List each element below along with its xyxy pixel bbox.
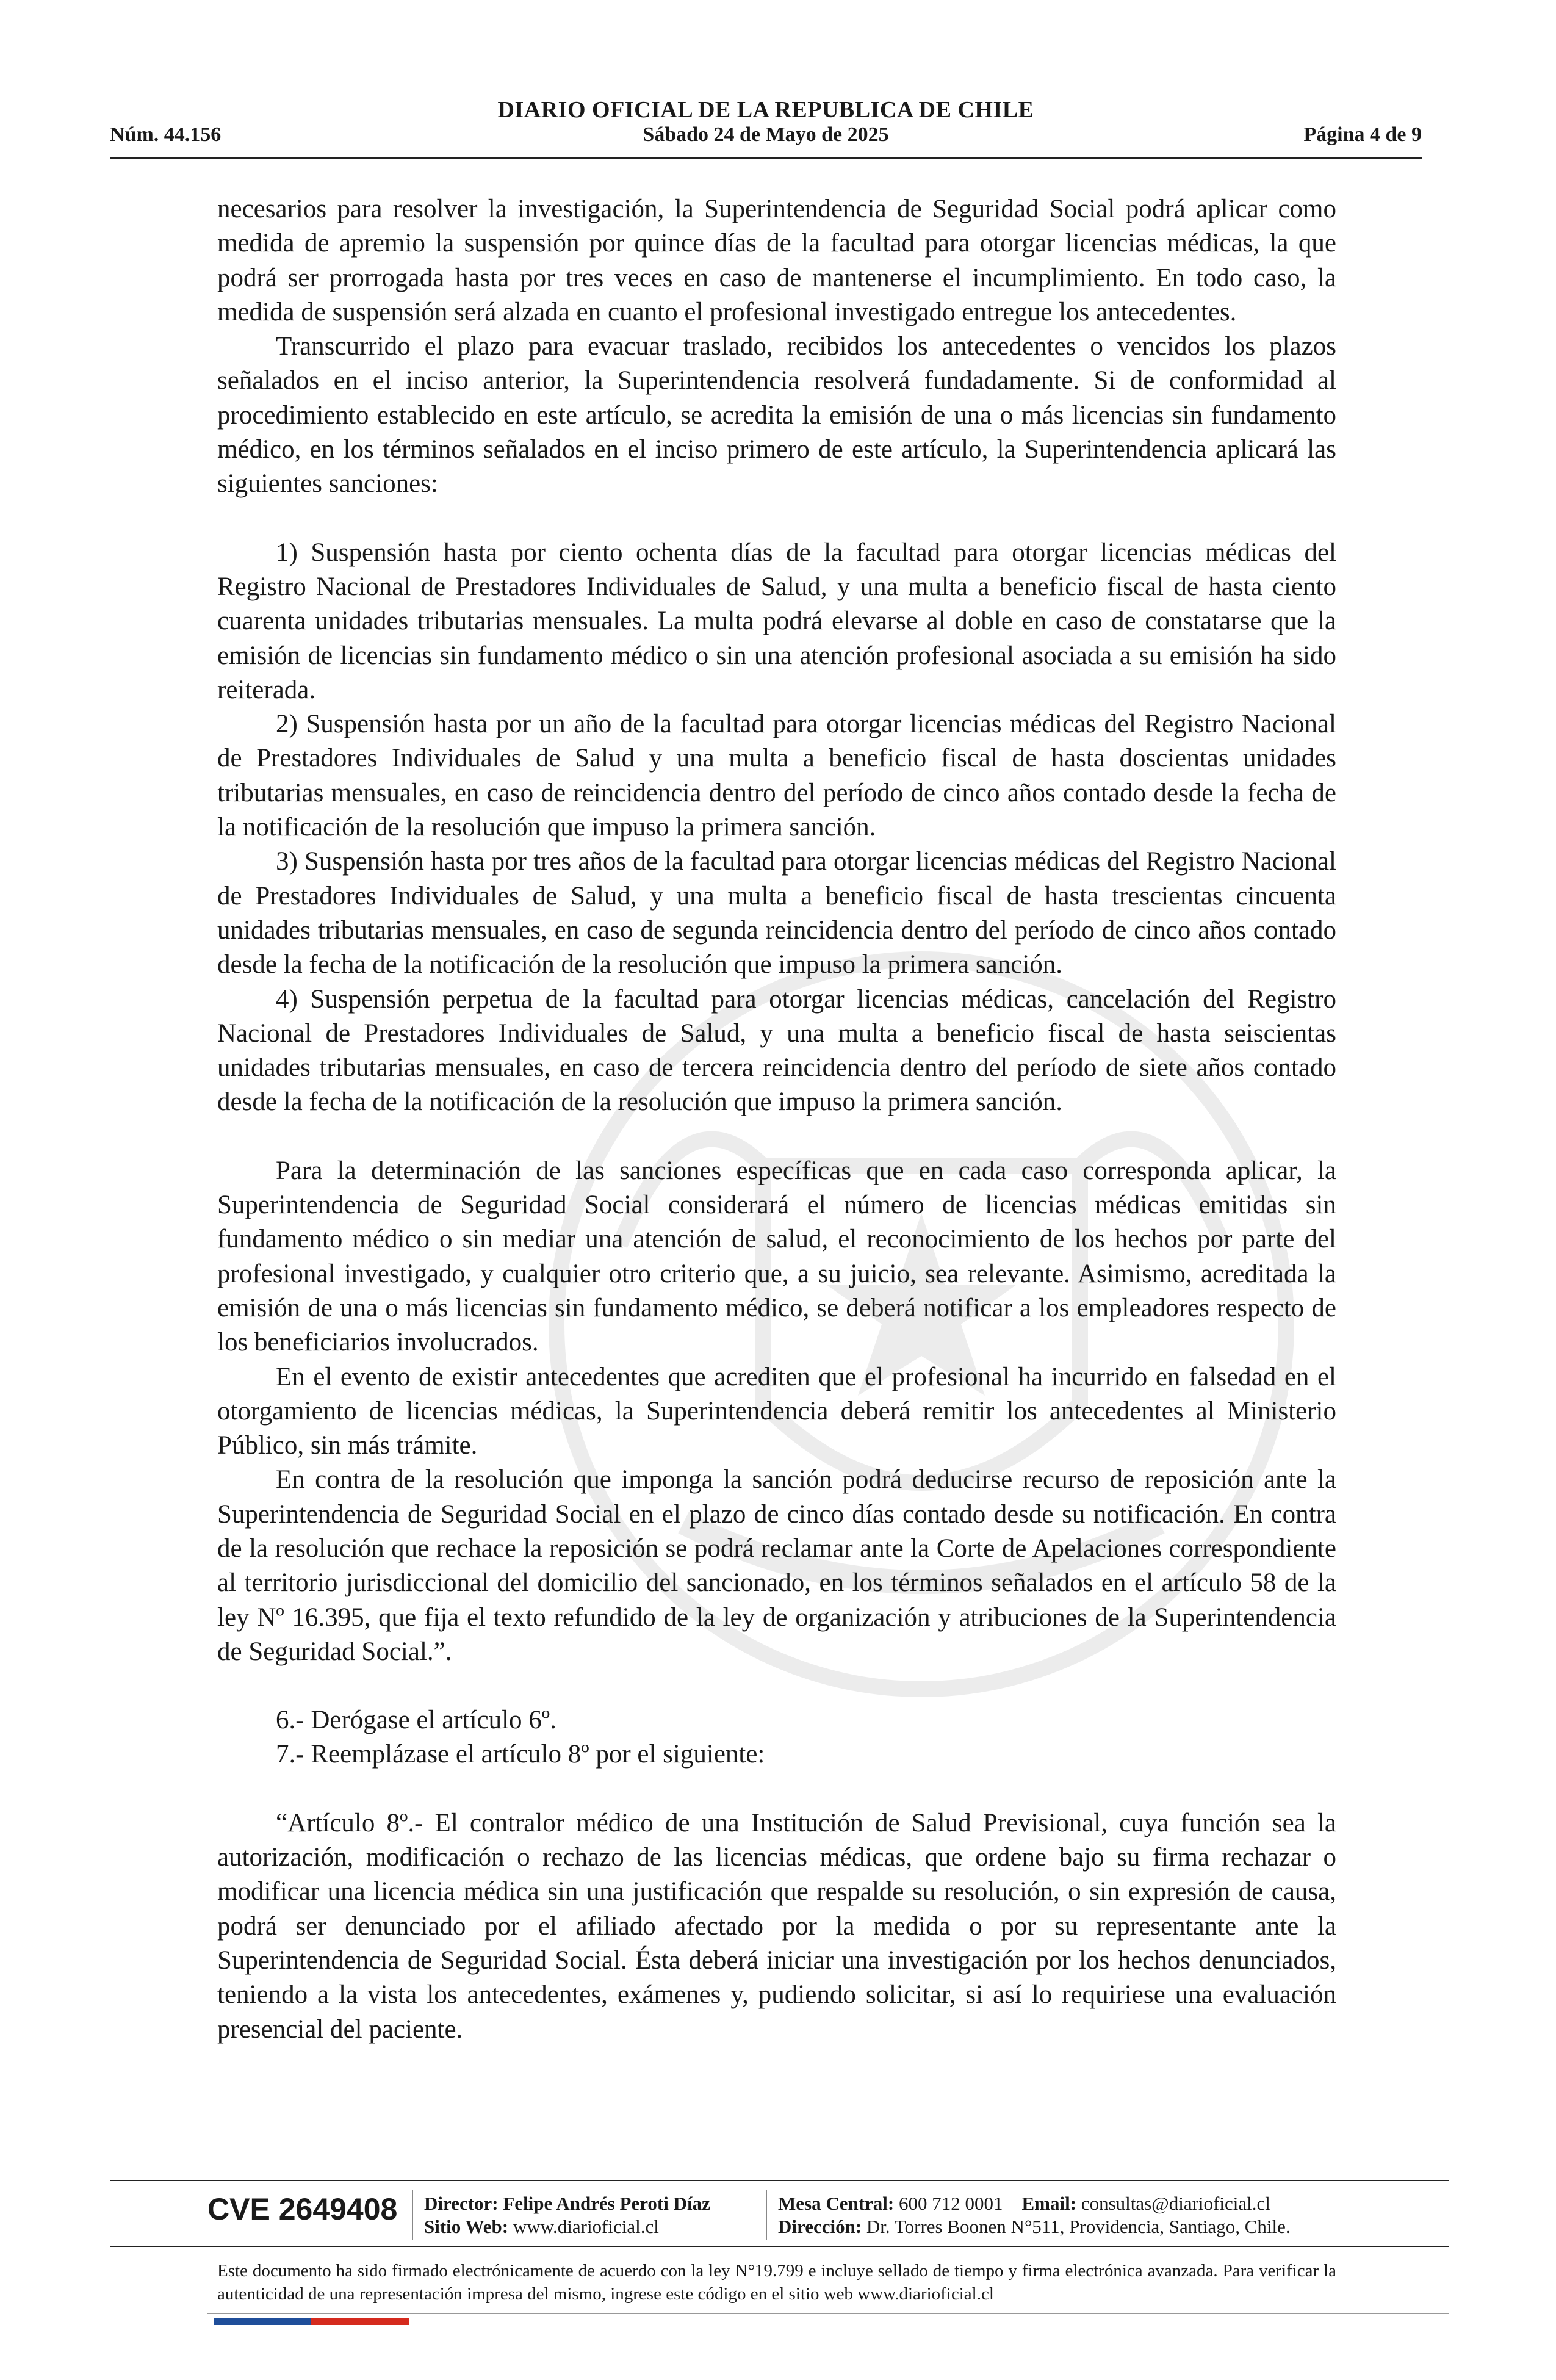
flag-stripe-blue [214, 2318, 311, 2325]
flag-stripe-red [311, 2318, 409, 2325]
phone-number: 600 712 0001 [899, 2193, 1003, 2214]
email-link[interactable]: consultas@diarioficial.cl [1081, 2193, 1270, 2214]
footer-director-column [424, 2192, 710, 2238]
phone-label: Mesa Central: [778, 2193, 895, 2214]
footer-separator [412, 2190, 413, 2240]
header-divider [110, 157, 1422, 159]
sanction-item-2: 2) Suspensión hasta por un año de la facultad para otorgar licencias médicas del Registro Nacional de Prestadores Individuales de Salud y una multa a beneficio fiscal de hasta doscientas unidades tributarias mensuales, en caso de reincidencia dentro del período de cinco años contado desde la fecha de la notificación de la resolución que impuso la primera sanción. [217, 710, 1336, 842]
sanction-item-1: 1) Suspensión hasta por ciento ochenta días de la facultad para otorgar licencias médicas del Registro Nacional de Prestadores Individuales de Salud, y una multa a beneficio fiscal de hasta ciento cuarenta unidades tributarias mensuales. La multa podrá elevarse al doble en caso de constatarse que la emisión de licencias sin fundamento médico o sin una atención profesional asociada a su emisión ha sido reiterada. [217, 538, 1336, 704]
director-name: Felipe Andrés Peroti Díaz [503, 2193, 710, 2214]
footer-separator [766, 2190, 767, 2240]
website-label: Sitio Web: [424, 2216, 509, 2237]
amendment-item-6: 6.- Derógase el artículo 6º. [276, 1706, 556, 1735]
footer-bottom-rule [207, 2313, 1449, 2314]
publication-date: Sábado 24 de Mayo de 2025 [643, 123, 889, 146]
director-label: Director: [424, 2193, 499, 2214]
signature-disclaimer: Este documento ha sido firmado electrónicamente de acuerdo con la ley N°19.799 e incluye sellado de tiempo y firma electrónica avanzada. Para verificar la autenticidad de una representación impresa del mismo, ingrese este código en el sitio web www.diarioficial.cl [217, 2261, 1336, 2304]
issue-number: Núm. 44.156 [110, 123, 222, 146]
cve-code: CVE 2649408 [207, 2192, 398, 2226]
address-label: Dirección: [778, 2216, 862, 2237]
footer-contact-column [778, 2192, 1291, 2238]
amendment-item-7: 7.- Reemplázase el artículo 8º por el siguiente: [276, 1740, 765, 1769]
paragraph: necesarios para resolver la investigación, la Superintendencia de Seguridad Social podrá aplicar como medida de apremio la suspensión por quince días de la facultad para otorgar licencias médicas, la que podrá ser prorrogada hasta por tres veces en caso de mantenerse el incumplimiento. En todo caso, la medida de suspensión será alzada en cuanto el profesional investigado entregue los antecedentes. [217, 195, 1336, 326]
sanction-item-3: 3) Suspensión hasta por tres años de la facultad para otorgar licencias médicas del Registro Nacional de Prestadores Individuales de Salud, y una multa a beneficio fiscal de hasta trescientas cincuenta unidades tributarias mensuales, en caso de segunda reincidencia dentro del período de cinco años contado desde la fecha de la notificación de la resolución que impuso la primera sanción. [217, 847, 1336, 979]
page-number: Página 4 de 9 [1303, 123, 1422, 146]
address-text: Dr. Torres Boonen N°511, Providencia, Santiago, Chile. [866, 2216, 1291, 2237]
document-body [217, 192, 1336, 2047]
website-link[interactable]: www.diarioficial.cl [513, 2216, 659, 2237]
email-label: Email: [1021, 2193, 1077, 2214]
page-header [110, 92, 1422, 159]
footer-divider [110, 2246, 1449, 2247]
paragraph: En el evento de existir antecedentes que acrediten que el profesional ha incurrido en falsedad en el otorgamiento de licencias médicas, la Superintendencia deberá remitir los antecedentes al Ministerio Público, sin más trámite. [217, 1362, 1336, 1460]
sanction-item-4: 4) Suspensión perpetua de la facultad para otorgar licencias médicas, cancelación del Registro Nacional de Prestadores Individuales de Salud, y una multa a beneficio fiscal de hasta seiscientas unidades tributarias mensuales, en caso de tercera reincidencia dentro del período de siete años contado desde la fecha de la notificación de la resolución que impuso la primera sanción. [217, 984, 1336, 1117]
article-8-text: “Artículo 8º.- El contralor médico de una Institución de Salud Previsional, cuya función sea la autorización, modificación o rechazo de las licencias médicas, que ordene bajo su firma rechazar o modificar una licencia médica sin una justificación que respalde su resolución, o sin expresión de causa, podrá ser denunciado por el afiliado afectado por la medida o por su representante ante la Superintendencia de Seguridad Social. Ésta deberá iniciar una investigación por los hechos denunciados, teniendo a la vista los antecedentes, exámenes y, pudiendo solicitar, si así lo requiriese una evaluación presencial del paciente. [217, 1808, 1336, 2044]
publication-title: DIARIO OFICIAL DE LA REPUBLICA DE CHILE [497, 97, 1034, 123]
paragraph: En contra de la resolución que imponga la sanción podrá deducirse recurso de reposición ante la Superintendencia de Seguridad Social en el plazo de cinco días contado desde su notificación. En contra de la resolución que rechace la reposición se podrá reclamar ante la Corte de Apelaciones correspondiente al territorio jurisdiccional del domicilio del sancionado, en los términos señalados en el artículo 58 de la ley Nº 16.395, que fija el texto refundido de la ley de organización y atribuciones de la Superintendencia de Seguridad Social.”. [217, 1465, 1336, 1666]
footer-divider [110, 2180, 1449, 2181]
paragraph: Para la determinación de las sanciones específicas que en cada caso corresponda aplicar, la Superintendencia de Seguridad Social considerará el número de licencias médicas emitidas sin fundamento médico o sin mediar una atención de salud, el reconocimiento de los hechos por parte del profesional investigado, y cualquier otro criterio que, a su juicio, sea relevante. Asimismo, acreditada la emisión de una o más licencias sin fundamento médico, se deberá notificar a los empleadores respecto de los beneficiarios involucrados. [217, 1156, 1336, 1357]
paragraph: Transcurrido el plazo para evacuar traslado, recibidos los antecedentes o vencidos los plazos señalados en el inciso anterior, la Superintendencia resolverá fundadamente. Si de conformidad al procedimiento establecido en este artículo, se acredita la emisión de una o más licencias sin fundamento médico, en los términos señalados en el inciso primero de este artículo, la Superintendencia aplicará las siguientes sanciones: [217, 332, 1336, 499]
